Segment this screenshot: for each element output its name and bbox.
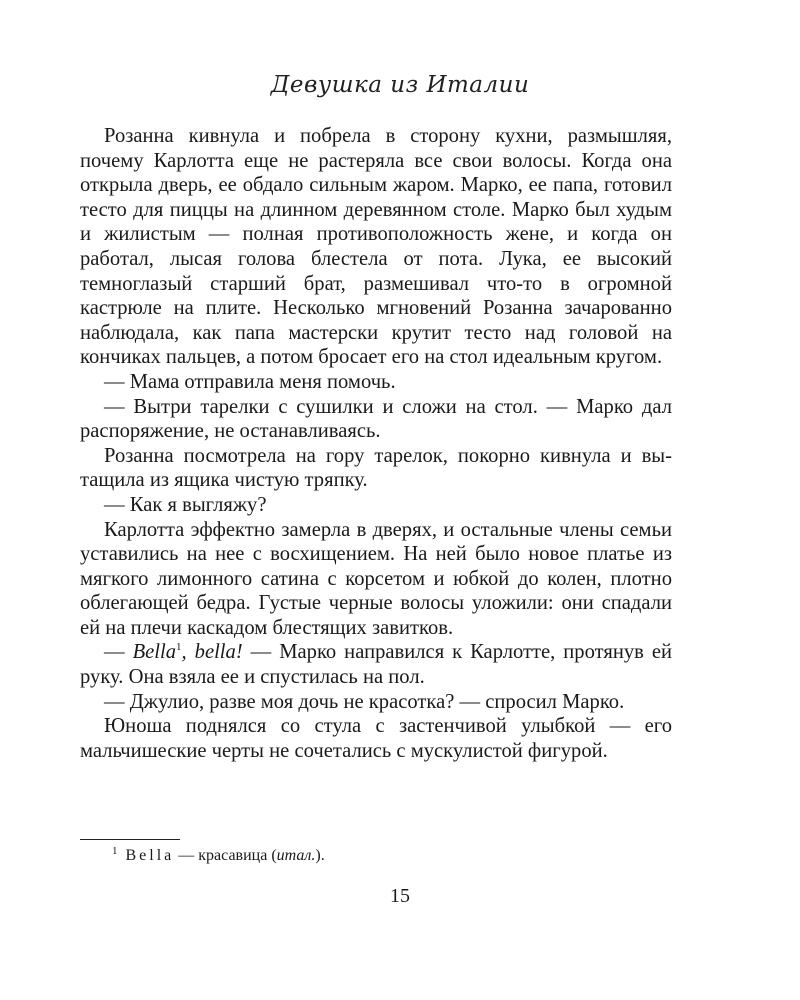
italic-exclamation: Bella bbox=[132, 641, 177, 664]
footnote-definition-suffix: ). bbox=[315, 847, 325, 864]
dialogue-line: — Мама отправила меня помочь. bbox=[104, 370, 396, 393]
footnote-term: Bella bbox=[125, 847, 175, 864]
footnote bbox=[112, 845, 325, 867]
dash: — bbox=[104, 641, 133, 664]
paragraph: Розанна кивнула и побрела в сторону кухни, размышляя, почему Карлотта еще не растеряла все свои волосы. Когда она открыла дверь, ее обдало сильным жаром. Марко, ее папа, готовил тесто для пиццы на длинном деревянном столе. Марко был худым и жилистым — полная противоположность жене, и когда он работал, лысая голова блестела от пота. Лука, ее высокий темноглазый старший брат, размешивал что-то в огромной кастрюле на плите. Несколько мгновений Розанна зачарованно наблюдала, как папа мастерски крутит тесто над головой на кончиках пальцев, а потом бросает его на стол идеальным кругом. bbox=[80, 125, 672, 369]
paragraph: Розанна посмотрела на гору тарелок, покорно кивнула и вытащила из ящика чистую тряпку. bbox=[80, 444, 672, 492]
paragraph: Юноша поднялся со стула с застенчивой улыбкой — его мальчишеские черты не сочетались с мускулистой фигурой. bbox=[80, 715, 672, 762]
footnote-reference[interactable]: 1 bbox=[176, 641, 182, 654]
footnote-definition-prefix: — красавица ( bbox=[174, 847, 277, 864]
dialogue-line-bella bbox=[80, 640, 672, 689]
dialogue-line: — Как я выгляжу? bbox=[104, 493, 267, 516]
page-number: 15 bbox=[390, 885, 410, 907]
dialogue-line: — Джулио, разве моя дочь не красотка? — спросил Марко. bbox=[104, 690, 625, 713]
dialogue-line: — Вытри тарелки с сушилки и сложи на стол. — Марко дал распоряжение, не останавливаясь. bbox=[80, 395, 672, 443]
paragraph: Карлотта эффектно замерла в дверях, и остальные члены семьи уставились на нее с восхищением. На ней было новое платье из мягкого лимонного сатина с корсетом и юбкой до колен, плотно облегающей бедра. Густые черные волосы уложили: они спадали ей на плечи каскадом блестящих завитков. bbox=[80, 518, 672, 639]
body-text bbox=[80, 124, 672, 763]
footnote-divider bbox=[80, 839, 180, 840]
running-title: Девушка из Италии bbox=[270, 72, 530, 98]
dialogue-rest: — Марко направился к Карлотте, протянув ей руку. Она взяла ее и спустилась на пол. bbox=[80, 641, 672, 689]
italic-exclamation-cont: , bella! bbox=[181, 641, 243, 664]
footnote-definition-italic: итал. bbox=[276, 847, 316, 864]
footnote-number: 1 bbox=[112, 844, 118, 857]
